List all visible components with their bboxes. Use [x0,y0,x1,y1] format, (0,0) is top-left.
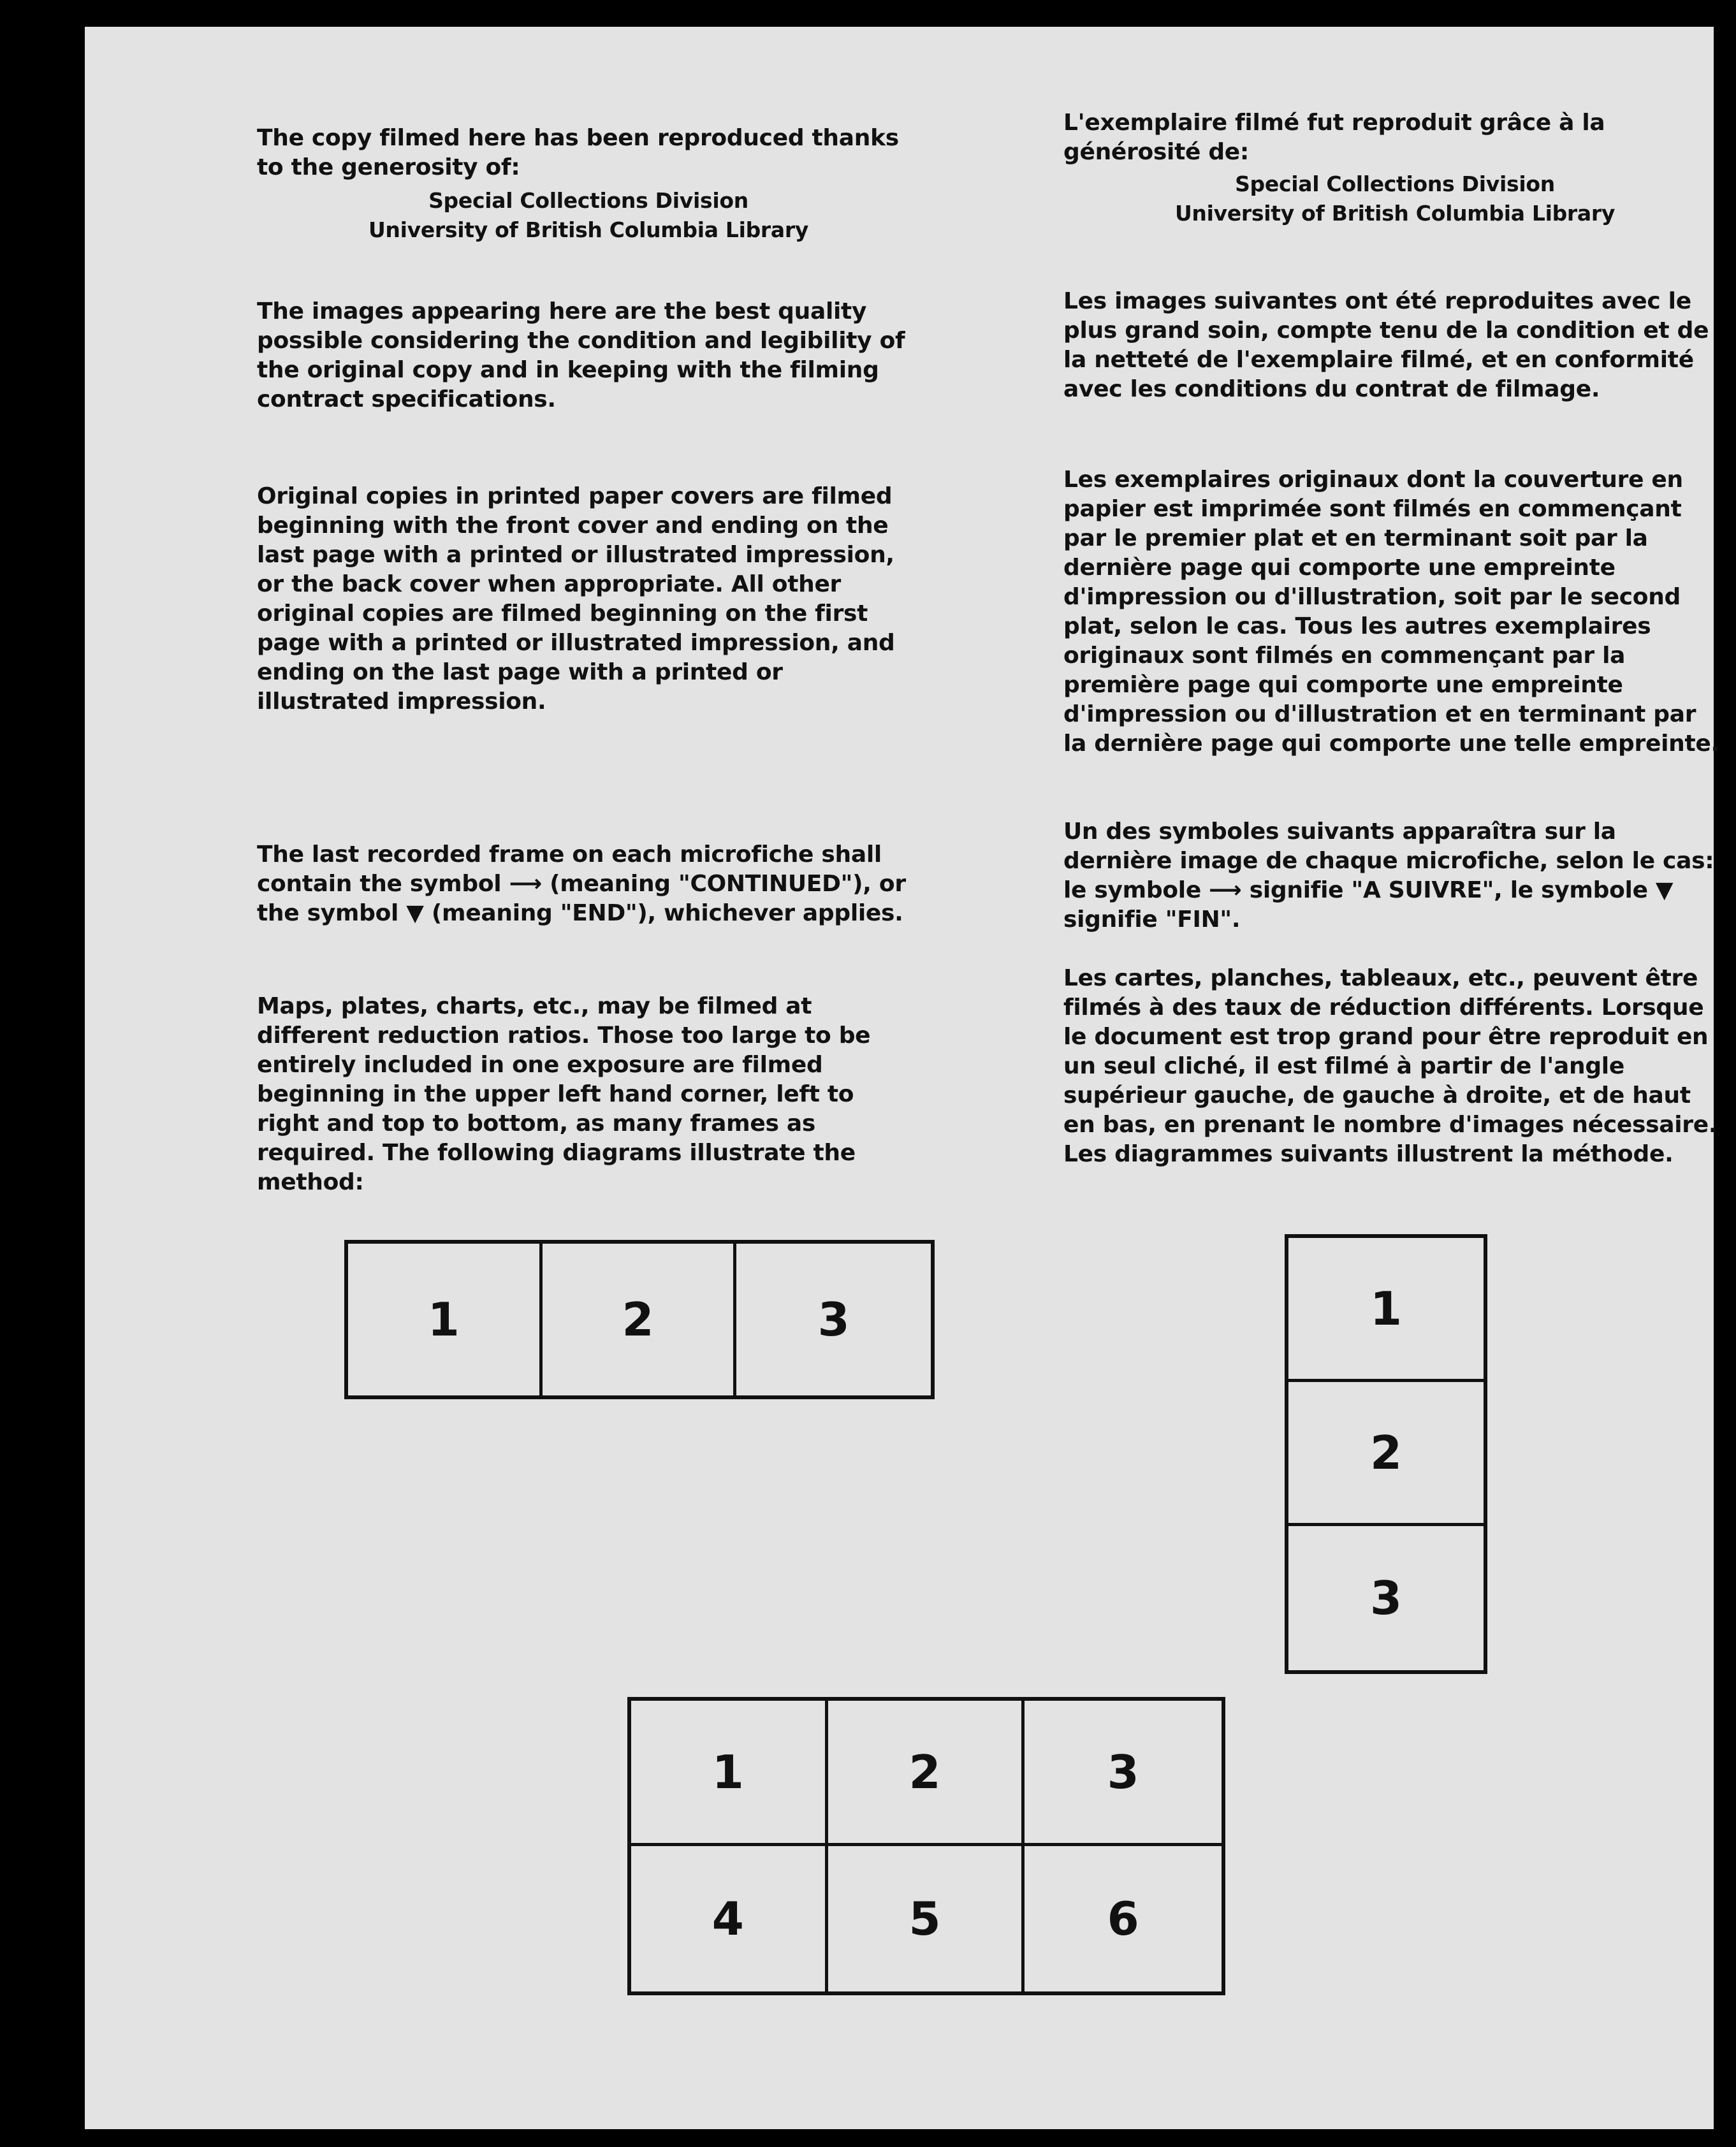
frame-cell: 5 [828,1846,1025,1991]
diagram-horizontal-frames [344,1240,935,1399]
french-intro: L'exemplaire filmé fut reproduit grâce à la générosité de: [1063,110,1605,165]
frame-cell: 2 [1288,1382,1484,1526]
english-covers-paragraph: Original copies in printed paper covers are filmed beginning with the front cover and ending on the last page with a printed or illustrated impression, or the back cover when appropriate. All other original copies are filmed beginning on the first page with a printed or illustrated impression, and ending on the last page with a printed or illustrated impression. [257,483,895,715]
english-credit-library: University of British Columbia Library [368,217,809,242]
document-page [85,27,1719,2129]
diagram-vertical-frames [1285,1234,1487,1674]
frame-cell: 3 [817,1293,850,1346]
english-maps-paragraph: Maps, plates, charts, etc., may be filmed at different reduction ratios. Those too large to be entirely included in one exposure are filmed beginning in the upper left hand corner, left to right and top to bottom, as many frames as required. The following diagrams illustrate the method: [257,993,871,1195]
diagram-grid-frames [627,1697,1225,1995]
french-symbols-paragraph: Un des symboles suivants apparaîtra sur la dernière image de chaque microfiche, selon le cas: le symbole ⟶ signifie "A SUIVRE", le symbole ▼ signifie "FIN". [1063,819,1714,933]
french-covers-paragraph: Les exemplaires originaux dont la couverture en papier est imprimée sont filmés en commençant par le premier plat et en terminant soit par la dernière page qui comporte une empreinte d'impression ou d'illustration, soit par le second plat, selon le cas. Tous les autres exemplaires originaux sont filmés en commençant par la première page qui comporte une empreinte d'impression ou d'illustration et en terminant par la dernière page qui comporte une telle empreinte. [1063,467,1719,757]
frame-cell: 1 [348,1244,543,1395]
english-symbols-paragraph: The last recorded frame on each microfiche shall contain the symbol ⟶ (meaning "CONTINUED"), or the symbol ▼ (meaning "END"), whichever applies. [257,841,906,926]
frame-cell: 1 [1288,1238,1484,1382]
french-quality-paragraph: Les images suivantes ont été reproduites avec le plus grand soin, compte tenu de la condition et de la netteté de l'exemplaire filmé, et en conformité avec les conditions du contrat de filmage. [1063,288,1709,402]
frame-cell: 3 [1369,1571,1403,1625]
frame-cell: 3 [1025,1701,1222,1846]
frame-cell: 4 [631,1846,828,1991]
french-maps-paragraph: Les cartes, planches, tableaux, etc., peuvent être filmés à des taux de réduction différents. Lorsque le document est trop grand pour être reproduit en un seul cliché, il est filmé à partir de l'angle supérieur gauche, de gauche à droite, et de haut en bas, en prenant le nombre d'images nécessaire. Les diagrammes suivants illustrent la méthode. [1063,965,1718,1167]
frame-cell: 2 [828,1701,1025,1846]
french-credit-library: University of British Columbia Library [1174,201,1616,226]
english-intro: The copy filmed here has been reproduced thanks to the generosity of: [257,125,899,180]
english-credit-division: Special Collections Division [428,188,748,213]
french-credit-division: Special Collections Division [1235,171,1555,196]
english-quality-paragraph: The images appearing here are the best quality possible considering the condition and legibility of the original copy and in keeping with the filming contract specifications. [257,298,905,412]
frame-cell: 1 [631,1701,828,1846]
frame-cell: 2 [543,1244,737,1395]
frame-cell: 6 [1107,1892,1139,1946]
